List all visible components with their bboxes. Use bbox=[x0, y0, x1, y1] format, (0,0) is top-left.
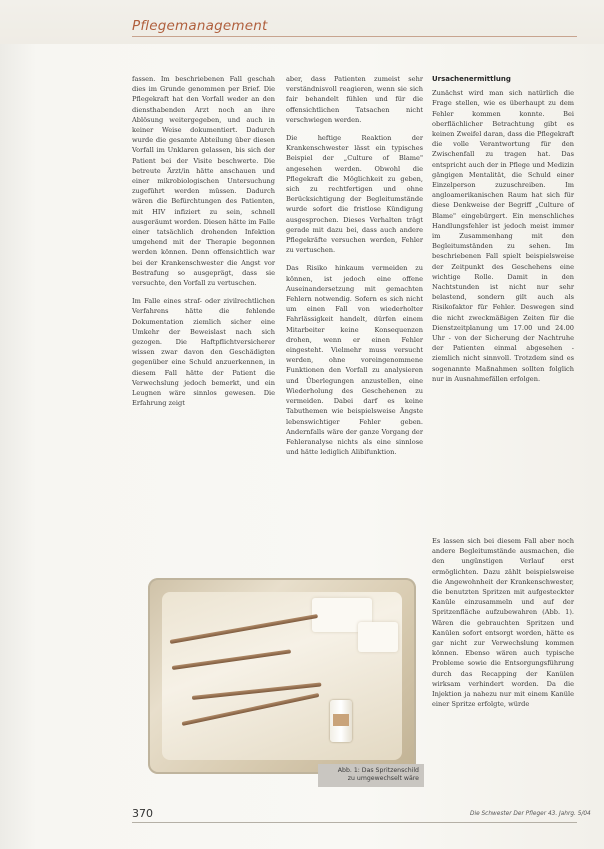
vial-image bbox=[330, 700, 352, 742]
vial-label bbox=[333, 714, 349, 726]
paragraph: Es lassen sich bei diesem Fall aber noch andere Begleitumstände ausmachen, die den ungünstigen Verlauf erst ermöglichten. Dazu zählt beispielsweise die Angewohnheit der Krankenschwester, die benutzten Spritzen mit aufgesteckter Kanüle einzusammeln und auf der Spritzenfläche aufzubewahren (Abb. 1). Wären die gebrauchten Spritzen und Kanülen sofort entsorgt worden, hätte es gar nicht zur Verwechslung kommen können. Ebenso wären auch typische Probleme sowie die Entsorgungsführung durch das Recapping der Kanülen wirksam verhindert worden. Da die Injektion ja nahezu nur mit einem Kanüle einer Spritze erfolgte, würde bbox=[432, 537, 574, 709]
header-divider bbox=[132, 36, 577, 37]
syringe-image bbox=[172, 649, 291, 670]
text-column-1 bbox=[132, 74, 275, 417]
paragraph: Im Falle eines straf- oder zivilrechtlichen Verfahrens hätte die fehlende Dokumentation ziemlich sicher eine Umkehr der Beweislast nach sich gezogen. Die Haftpflichtversicherer wissen zwar davon den Geschädigten gegenüber eine Schuld anzuerkennen, in diesem Fall hätte der Patient die Verwechslung jedoch bemerkt, und ein Leugnen wäre sinnlos gewesen. Die Erfahrung zeigt bbox=[132, 297, 275, 408]
paragraph: aber, dass Patienten zumeist sehr verständnisvoll reagieren, wenn sie sich fair behandelt fühlen und für die offensichtlichen Tatsachen nicht verschwiegen werden. bbox=[286, 75, 423, 124]
caption-line: Abb. 1: Das Spritzenschild bbox=[337, 767, 419, 774]
footer-divider bbox=[132, 822, 577, 823]
paragraph: Zunächst wird man sich natürlich die Frage stellen, wie es überhaupt zu dem Fehler kommen konnte. Bei oberflächlicher Betrachtung gibt es keinen Zweifel daran, dass die Pflegekraft die volle Verantwortung für den Zwischenfall zu tragen hat. Das entspricht auch der in Pflege und Medizin gängigen Mentalität, die Schuld einer Einzelperson zuzuschreiben. Im angloamerikanischen Raum hat sich für diese Denkweise der Begriff „Culture of Blame" eingebürgert. Ein menschliches Handlungsfehler ist jedoch meist immer im Zusammenhang mit den Begleitumständen zu sehen. Im beschriebenen Fall spielt beispielsweise der Zeitpunkt des Geschehens eine wichtige Rolle. Damit in den Nachtstunden ist nicht nur sehr belastend, sondern gilt auch als Risikofaktor für Fehler. Deswegen sind die nicht zweckmäßigen Zeiten für die Dienstzeitplanung um 17.00 und 24.00 Uhr - von der Sicherung der Nachtruhe der Patienten einmal abgesehen - ziemlich nicht sinnvoll. Trotzdem sind es sogenannte Maßnahmen sollten folglich nur in Ausnahmefällen erfolgen. bbox=[432, 89, 574, 383]
header-band bbox=[0, 0, 604, 44]
caption-line: zu umgewechselt wäre bbox=[347, 775, 419, 783]
paragraph: fassen. Im beschriebenen Fall geschah dies im Grunde genommen per Brief. Die Pflegekraft hat den Vorfall weder an den diensthabenden Arzt noch an ihre Ablösung weitergegeben, und auch in keiner Weise dokumentiert. Dadurch wurde die gesamte Abteilung über diesen Vorfall im Unklaren gelassen, bis sich der Patient bei der Visite beschwerte. Die betreute Ärzt/in hätte anschauen und einer mikrobiologischen Untersuchung zugeführt werden müssen. Dadurch wären die Befürchtungen des Patienten, mit HIV infiziert zu sein, schnell ausgeräumt worden. Diesen hätte im Falle einer tatsächlich drohenden Infektion umgehend mit der Therapie begonnen werden können. Denn offensichtlich war bei der Krankenschwester die Angst vor Bestrafung so ausgeprägt, dass sie versuchte, den Vorfall zu vertuschen. bbox=[132, 75, 275, 288]
journal-reference: Die Schwester Der Pfleger 43. Jahrg. 5/04 bbox=[470, 811, 591, 817]
gauze-pad-image bbox=[358, 622, 398, 652]
page-number: 370 bbox=[132, 807, 153, 820]
paragraph: Das Risiko hinkaum vermeiden zu können, ist jedoch eine offene Auseinandersetzung mit gemachten Fehlern notwendig. Sofern es sich nicht um einen Fall von wiederholter Fahrlässigkeit handelt, dürfen einem Mitarbeiter keine Konsequenzen drohen, wenn er einen Fehler eingesteht. Vielmehr muss versucht werden, ohne voreingenommene Funktionen den Vorfall zu analysieren und Überlegungen anzustellen, eine Wiederholung des Geschehenen zu vermeiden. Dabei darf es keine Tabuthemen wie beispielsweise Ängste lebenswichtiger Fehler geben. Andernfalls wäre der ganze Vorgang der Fehleranalyse nichts als eine sinnlose und hätte lediglich Alibifunktion. bbox=[286, 264, 423, 457]
syringe-tray-image bbox=[162, 592, 402, 760]
section-title: Pflegemanagement bbox=[132, 18, 268, 34]
syringe-image bbox=[170, 614, 318, 644]
subheading: Ursachenermittlung bbox=[432, 75, 511, 83]
figure-caption bbox=[318, 764, 424, 787]
text-column-3 bbox=[432, 74, 574, 709]
figure-photo bbox=[148, 578, 416, 774]
paragraph: Die heftige Reaktion der Krankenschwester lässt ein typisches Beispiel der „Culture of Blame" angesehen werden. Obwohl die Pflegekraft die Möglichkeit zu geben, sich zu rechtfertigen und ohne Berücksichtigung der Begleitumstände wurde sofort die fristlose Kündigung ausgesprochen. Dieses Verhalten trägt gerade mit dazu bei, dass auch andere Pflegekräfte versuchen werden, Fehler zu vertuschen. bbox=[286, 134, 423, 255]
text-column-2 bbox=[286, 74, 423, 465]
